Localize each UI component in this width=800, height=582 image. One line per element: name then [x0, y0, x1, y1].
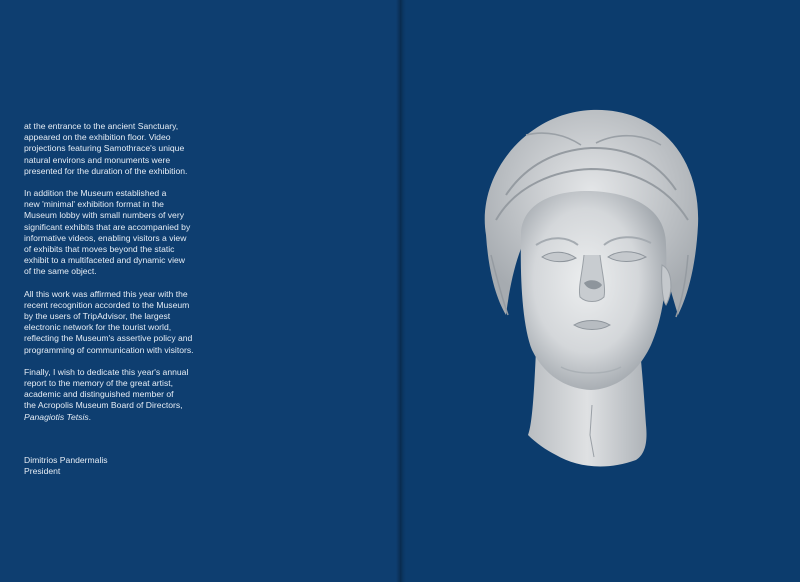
signatory-name: Dimitrios Pandermalis — [24, 455, 108, 465]
text-line: projections featuring Samothrace's unique — [24, 143, 185, 154]
paragraph-3 — [24, 289, 209, 356]
text-line: exhibit to a multifaceted and dynamic view — [24, 255, 185, 266]
text-line: All this work was affirmed this year with the — [24, 288, 188, 299]
artist-name: Panagiotis Tetsis — [24, 411, 89, 422]
text-line: electronic network for the tourist world, — [24, 322, 172, 333]
text-line: appeared on the exhibition floor. Video — [24, 132, 171, 143]
text-line: the Acropolis Museum Board of Directors, — [24, 400, 183, 411]
text-line: natural environs and monuments were — [24, 154, 171, 165]
marble-head-sculpture-image — [466, 105, 706, 475]
paragraph-1 — [24, 121, 209, 177]
text-line: informative videos, enabling visitors a view — [24, 232, 187, 243]
body-text — [24, 121, 209, 434]
spine-shadow — [396, 0, 406, 582]
text-line: Museum lobby with small numbers of very — [24, 210, 184, 221]
paragraph-2 — [24, 188, 209, 278]
signatory-title: President — [24, 466, 61, 477]
text-line: of the same object. — [24, 266, 97, 277]
text-line: by the users of TripAdvisor, the largest — [24, 311, 171, 322]
text-line: new 'minimal' exhibition format in the — [24, 199, 164, 210]
text-line: report to the memory of the great artist, — [24, 378, 174, 389]
text-line: Finally, I wish to dedicate this year's annual — [24, 366, 189, 377]
paragraph-4 — [24, 367, 209, 423]
text-line: of exhibits that moves beyond the static — [24, 244, 175, 255]
text-line: recent recognition accorded to the Museum — [24, 299, 190, 310]
text-line: In addition the Museum established a — [24, 188, 167, 199]
signature-block — [24, 455, 108, 477]
punctuation: . — [88, 411, 92, 422]
text-line: presented for the duration of the exhibition. — [24, 165, 188, 176]
text-line: reflecting the Museum's assertive policy and — [24, 333, 193, 344]
text-line: significant exhibits that are accompanied by — [24, 221, 191, 232]
text-line: at the entrance to the ancient Sanctuary, — [24, 121, 179, 131]
text-line: programming of communication with visitors. — [24, 344, 194, 355]
text-line: academic and distinguished member of — [24, 389, 174, 400]
